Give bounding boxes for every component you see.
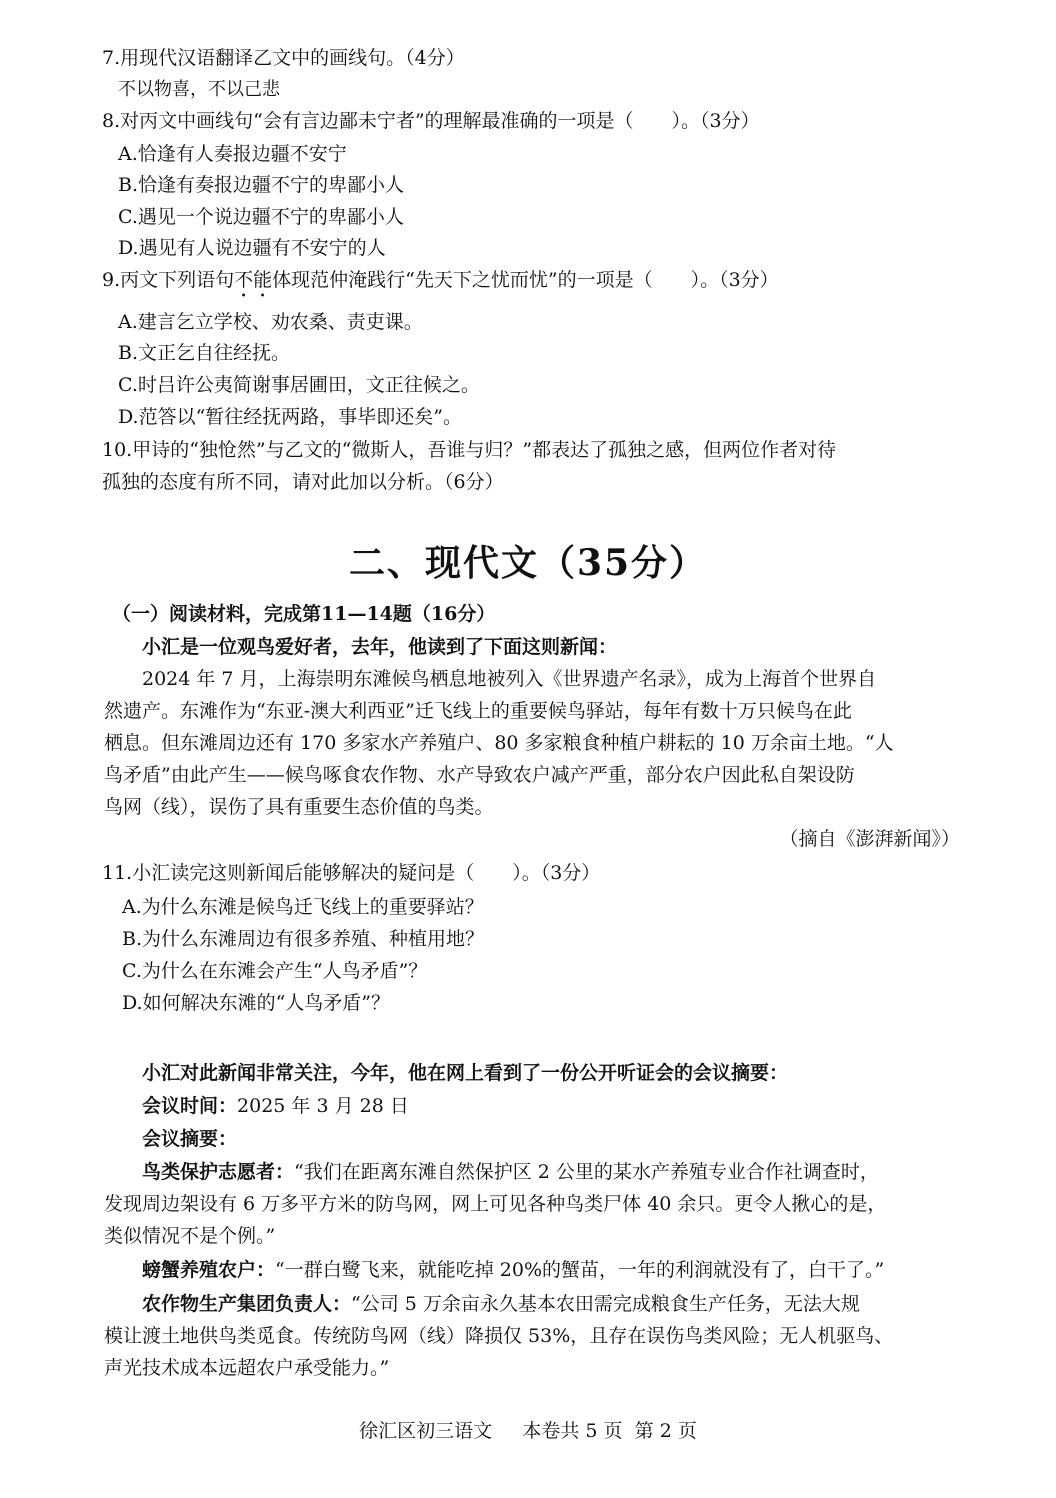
q9-option-d: D.范答以“暂往经抚两路，事毕即还矣”。	[118, 406, 463, 428]
meeting-time	[142, 1093, 409, 1119]
news-intro: 小汇是一位观鸟爱好者，去年，他读到了下面这则新闻：	[142, 636, 618, 658]
volunteer-text-1: “我们在距离东滩自然保护区 2 公里的某水产养殖专业合作社调查时，	[294, 1161, 879, 1183]
footer-page-current: 第 2 页	[634, 1420, 697, 1442]
group-line-2: 模让渡土地供鸟类觅食。传统防鸟网（线）降损仅 53%，且存在误伤鸟类风险；无人机驱鸟、	[104, 1325, 894, 1347]
page-footer	[0, 1418, 1056, 1444]
question-9	[102, 267, 779, 302]
news-line-4: 鸟矛盾”由此产生——候鸟啄食农作物、水产导致农户减产严重，部分农户因此私自架设防	[104, 764, 855, 786]
q8-option-d: D.遇见有人说边疆有不安宁的人	[118, 237, 386, 259]
question-10-line1: 10.甲诗的“独怆然”与乙文的“微斯人，吾谁与归？”都表达了孤独之感，但两位作者对待	[102, 439, 837, 461]
group-text-1: “公司 5 万余亩永久基本农田需完成粮食生产任务，无法大规	[351, 1293, 860, 1315]
meeting-time-value: 2025 年 3 月 28 日	[237, 1095, 409, 1117]
q9-text-post: 体现范仲淹践行“先天下之忧而忧”的一项是（ ）。（3分）	[272, 269, 779, 291]
q11-option-d: D.如何解决东滩的“人鸟矛盾”？	[122, 992, 391, 1014]
news-source: （摘自《澎湃新闻》）	[779, 828, 960, 850]
question-10-line2: 孤独的态度有所不同，请对此加以分析。（6分）	[102, 471, 504, 493]
footer-school: 徐汇区初三语文	[359, 1420, 493, 1442]
meeting-summary-label: 会议摘要：	[142, 1128, 238, 1150]
q11-option-a: A.为什么东滩是候鸟迁飞线上的重要驿站？	[122, 896, 484, 918]
q9-text-pre: 9.丙文下列语句	[102, 269, 235, 291]
part1-heading: （一）阅读材料，完成第11—14题（16分）	[112, 603, 496, 625]
news-line-1: 2024 年 7 月，上海崇明东滩候鸟栖息地被列入《世界遗产名录》，成为上海首个世界自	[142, 668, 877, 690]
q8-option-c: C.遇见一个说边疆不宁的卑鄙小人	[118, 206, 404, 228]
q11-option-b: B.为什么东滩周边有很多养殖、种植用地？	[122, 928, 485, 950]
volunteer-line-3: 类似情况不是个例。”	[104, 1225, 276, 1247]
volunteer-line-2: 发现周边架设有 6 万多平方米的防鸟网，网上可见各种鸟类尸体 40 余只。更令人揪心的是，	[104, 1193, 887, 1215]
crab-farmer-line	[142, 1257, 884, 1283]
question-11: 11.小汇读完这则新闻后能够解决的疑问是（ ）。（3分）	[102, 862, 601, 884]
hearing-intro: 小汇对此新闻非常关注，今年，他在网上看到了一份公开听证会的会议摘要：	[142, 1062, 789, 1084]
handwritten-answer-7: 不以物喜，不以己悲	[118, 79, 280, 100]
volunteer-label: 鸟类保护志愿者：	[142, 1161, 295, 1183]
group-line-1	[142, 1291, 860, 1317]
news-line-3: 栖息。但东滩周边还有 170 多家水产养殖户、80 多家粮食种植户耕耘的 10 万余亩土地。“人	[104, 732, 894, 754]
group-label: 农作物生产集团负责人：	[142, 1293, 352, 1315]
crab-farmer-text: “一群白鹭飞来，就能吃掉 20%的蟹苗，一年的利润就没有了，白干了。”	[275, 1259, 885, 1281]
q9-option-b: B.文正乞自往经抚。	[118, 342, 291, 364]
section-title: 二、现代文（35分）	[348, 542, 708, 584]
q9-emphasis: 不能	[234, 269, 273, 291]
volunteer-line-1	[142, 1159, 879, 1185]
q9-option-a: A.建言乞立学校、劝农桑、责吏课。	[118, 311, 423, 333]
question-8: 8.对丙文中画线句“会有言边鄙未宁者”的理解最准确的一项是（ ）。（3分）	[102, 110, 760, 132]
q11-option-c: C.为什么在东滩会产生“人鸟矛盾”？	[122, 960, 428, 982]
q9-option-c: C.时吕许公夷简谢事居圃田，文正往候之。	[118, 374, 480, 396]
footer-pages-total: 本卷共 5 页	[522, 1420, 623, 1442]
q8-option-a: A.恰逢有人奏报边疆不安宁	[118, 143, 347, 165]
crab-farmer-label: 螃蟹养殖农户：	[142, 1259, 276, 1281]
news-line-2: 然遗产。东滩作为“东亚-澳大利西亚”迁飞线上的重要候鸟驿站，每年有数十万只候鸟在此	[104, 700, 852, 722]
question-7: 7.用现代汉语翻译乙文中的画线句。（4分）	[102, 47, 465, 69]
q8-option-b: B.恰逢有奏报边疆不宁的卑鄙小人	[118, 174, 405, 196]
news-line-5: 鸟网（线），误伤了具有重要生态价值的鸟类。	[104, 796, 494, 818]
group-line-3: 声光技术成本远超农户承受能力。”	[104, 1357, 390, 1379]
meeting-time-label: 会议时间：	[142, 1095, 238, 1117]
